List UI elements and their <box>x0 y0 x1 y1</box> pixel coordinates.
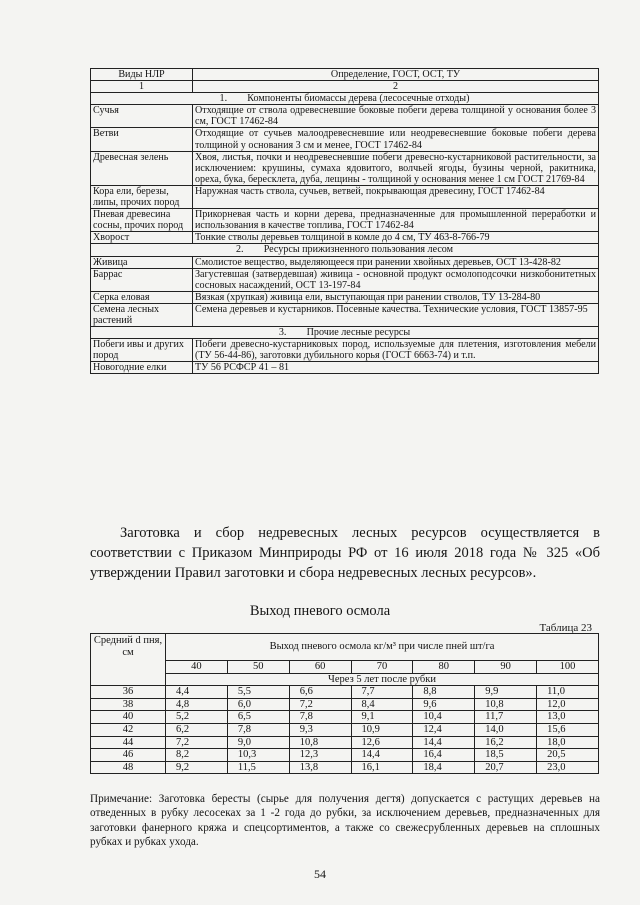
table-row <box>91 151 599 185</box>
section-row <box>91 244 599 256</box>
table-row <box>91 185 599 208</box>
resource-definition: Семена деревьев и кустарников. Посевные качества. Технические условия, ГОСТ 13857-95 <box>193 303 599 326</box>
yield-value: 9,9 <box>475 686 537 699</box>
yield-value: 5,5 <box>227 686 289 699</box>
section-row <box>91 327 599 339</box>
stump-diameter: 38 <box>91 698 166 711</box>
resource-type: Семена лесных растений <box>91 303 193 326</box>
resource-definition: Наружная часть ствола, сучьев, ветвей, покрывающая древесину, ГОСТ 17462-84 <box>193 185 599 208</box>
yield-value: 20,5 <box>537 749 599 762</box>
resource-type: Кора ели, березы, липы, прочих пород <box>91 185 193 208</box>
column-header-types: Виды НЛР <box>91 69 193 81</box>
resource-type: Новогодние елки <box>91 362 193 374</box>
yield-value: 9,0 <box>227 736 289 749</box>
resource-definition: Хвоя, листья, почки и неодревесневшие побеги древесно-кустарниковой растительности, за исключением: крушины, сумаха ядовитого, волчьей ягоды, бузины черной, ракитника, ореха, бука, бересклета, дуба, лещины - толщиной у основания менее 1 см ГОСТ 21769-84 <box>193 151 599 185</box>
yield-value: 15,6 <box>537 723 599 736</box>
yield-value: 7,2 <box>166 736 228 749</box>
section-title: 3. Прочие лесные ресурсы <box>91 327 599 339</box>
column-number: 1 <box>91 81 193 93</box>
yield-value: 14,4 <box>351 749 413 762</box>
stump-count-header: 100 <box>537 661 599 674</box>
table-row <box>91 256 599 268</box>
body-paragraph: Заготовка и сбор недревесных лесных ресурсов осуществляется в соответствии с Приказом Минприроды РФ от 16 июля 2018 года № 325 «Об утверждении Правил заготовки и сбора недревесных лесных ресурсов». <box>90 525 600 581</box>
column-header-yield: Выход пневого осмола кг/м³ при числе пней шт/га <box>166 634 599 661</box>
yield-value: 11,0 <box>537 686 599 699</box>
yield-value: 12,0 <box>537 698 599 711</box>
column-number: 2 <box>193 81 599 93</box>
stump-count-header: 60 <box>289 661 351 674</box>
section-title: 1. Компоненты биомассы дерева (лесосечные отходы) <box>91 93 599 105</box>
page-number: 54 <box>314 867 326 881</box>
yield-value: 6,6 <box>289 686 351 699</box>
table-header-row <box>91 634 599 661</box>
yield-value: 7,7 <box>351 686 413 699</box>
section-title: 2. Ресурсы прижизненного пользования лесом <box>91 244 599 256</box>
yield-value: 10,8 <box>475 698 537 711</box>
resource-type: Побеги ивы и других пород <box>91 339 193 362</box>
stump-count-header: 50 <box>227 661 289 674</box>
yield-value: 7,8 <box>289 711 351 724</box>
table-header-row <box>91 69 599 81</box>
yield-value: 8,8 <box>413 686 475 699</box>
yield-value: 4,4 <box>166 686 228 699</box>
table-title: Выход пневого осмола <box>249 603 391 619</box>
table-row <box>91 711 599 724</box>
note-paragraph: Примечание: Заготовка бересты (сырье для получения дегтя) допускается с растущих деревьев на отведенных в рубку лесосеках за 1 -2 года до рубки, за исключением деревьев, предназначенных для заготовки фанерного кряжа и спецсортиментов, а также со свежесрубленных деревьев на сплошных рубках и рубках ухода. <box>90 793 600 849</box>
table-row <box>91 291 599 303</box>
row-header-diameter: Средний d пня, см <box>91 634 166 686</box>
table-row <box>91 209 599 232</box>
resource-definition: Смолистое вещество, выделяющееся при ранении хвойных деревьев, ОСТ 13-428-82 <box>193 256 599 268</box>
yield-value: 10,8 <box>289 736 351 749</box>
yield-value: 12,4 <box>413 723 475 736</box>
yield-value: 16,1 <box>351 761 413 774</box>
stump-count-header: 70 <box>351 661 413 674</box>
yield-value: 10,3 <box>227 749 289 762</box>
stump-diameter: 48 <box>91 761 166 774</box>
stump-count-header: 80 <box>413 661 475 674</box>
yield-value: 20,7 <box>475 761 537 774</box>
stump-count-row <box>91 661 599 674</box>
table-row <box>91 105 599 128</box>
yield-value: 23,0 <box>537 761 599 774</box>
yield-value: 11,7 <box>475 711 537 724</box>
table-row <box>91 232 599 244</box>
yield-value: 18,5 <box>475 749 537 762</box>
resource-type: Древесная зелень <box>91 151 193 185</box>
yield-value: 14,0 <box>475 723 537 736</box>
stump-diameter: 36 <box>91 686 166 699</box>
yield-value: 18,0 <box>537 736 599 749</box>
table-row <box>91 723 599 736</box>
table-row <box>91 128 599 151</box>
yield-value: 8,2 <box>166 749 228 762</box>
stump-resin-yield-table <box>90 633 599 774</box>
resource-definition: Загустевшая (затвердевшая) живица - основной продукт осмолоподсочки низкобонитетных сосновых насаждений, ОСТ 13-197-84 <box>193 268 599 291</box>
yield-value: 14,4 <box>413 736 475 749</box>
yield-value: 13,0 <box>537 711 599 724</box>
yield-value: 12,3 <box>289 749 351 762</box>
table-row <box>91 362 599 374</box>
yield-value: 9,1 <box>351 711 413 724</box>
table-row <box>91 686 599 699</box>
resource-type: Серка еловая <box>91 291 193 303</box>
yield-value: 6,0 <box>227 698 289 711</box>
yield-value: 4,8 <box>166 698 228 711</box>
resource-type: Живица <box>91 256 193 268</box>
yield-value: 7,2 <box>289 698 351 711</box>
resource-type: Пневая древесина сосны, прочих пород <box>91 209 193 232</box>
stump-diameter: 46 <box>91 749 166 762</box>
resource-definition: Побеги древесно-кустарниковых пород, используемые для плетения, изготовления мебели (ТУ 56-44-86), заготовки дубильного корья (ГОСТ 6663-74) и т.п. <box>193 339 599 362</box>
yield-value: 11,5 <box>227 761 289 774</box>
yield-value: 7,8 <box>227 723 289 736</box>
stump-count-header: 90 <box>475 661 537 674</box>
resource-definition: Прикорневая часть и корни дерева, предназначенные для промышленной переработки и использования в качестве топлива, ГОСТ 17462-84 <box>193 209 599 232</box>
resource-definition: Тонкие стволы деревьев толщиной в комле до 4 см, ТУ 463-8-766-79 <box>193 232 599 244</box>
table-row <box>91 303 599 326</box>
resource-type: Хворост <box>91 232 193 244</box>
table-row <box>91 698 599 711</box>
nlr-definitions-table <box>90 68 599 374</box>
subheader-after-felling: Через 5 лет после рубки <box>166 673 599 686</box>
table-row <box>91 339 599 362</box>
yield-value: 6,5 <box>227 711 289 724</box>
stump-diameter: 44 <box>91 736 166 749</box>
yield-value: 18,4 <box>413 761 475 774</box>
resource-definition: Отходящие от сучьев малоодревесневшие или неодревесневшие боковые побеги дерева толщиной у основания 3 см и менее, ГОСТ 17462-84 <box>193 128 599 151</box>
resource-definition: Вязкая (хрупкая) живица ели, выступающая при ранении стволов, ТУ 13-284-80 <box>193 291 599 303</box>
stump-count-header: 40 <box>166 661 228 674</box>
yield-value: 10,4 <box>413 711 475 724</box>
yield-value: 9,3 <box>289 723 351 736</box>
table-row <box>91 749 599 762</box>
yield-value: 9,2 <box>166 761 228 774</box>
yield-value: 12,6 <box>351 736 413 749</box>
table-row <box>91 268 599 291</box>
resource-type: Ветви <box>91 128 193 151</box>
yield-value: 9,6 <box>413 698 475 711</box>
column-header-definition: Определение, ГОСТ, ОСТ, ТУ <box>193 69 599 81</box>
resource-definition: ТУ 56 РСФСР 41 – 81 <box>193 362 599 374</box>
yield-value: 16,2 <box>475 736 537 749</box>
stump-diameter: 40 <box>91 711 166 724</box>
stump-diameter: 42 <box>91 723 166 736</box>
yield-value: 8,4 <box>351 698 413 711</box>
column-numbers-row <box>91 81 599 93</box>
subheader-row <box>91 673 599 686</box>
yield-value: 10,9 <box>351 723 413 736</box>
yield-value: 6,2 <box>166 723 228 736</box>
table-row <box>91 736 599 749</box>
resource-type: Сучья <box>91 105 193 128</box>
resource-type: Баррас <box>91 268 193 291</box>
yield-value: 16,4 <box>413 749 475 762</box>
table-label: Таблица 23 <box>539 622 592 634</box>
yield-value: 5,2 <box>166 711 228 724</box>
resource-definition: Отходящие от ствола одревесневшие боковые побеги дерева толщиной у основания более 3 см, ГОСТ 17462-84 <box>193 105 599 128</box>
section-row <box>91 93 599 105</box>
yield-value: 13,8 <box>289 761 351 774</box>
table-row <box>91 761 599 774</box>
